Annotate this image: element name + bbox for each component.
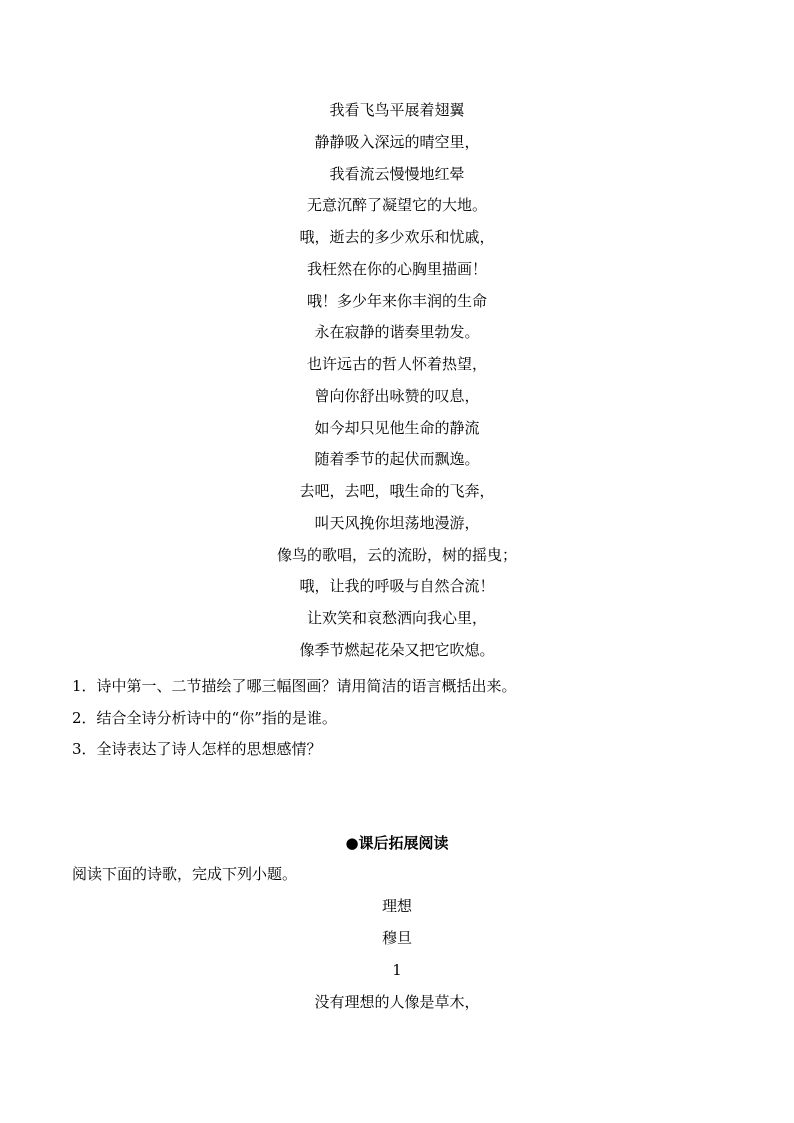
poem-line: 像鸟的歌唱，云的流盼，树的摇曳； xyxy=(276,545,517,564)
section-heading: ●课后拓展阅读 xyxy=(345,834,449,852)
question-item: 2．结合全诗分析诗中的“你”指的是谁。 xyxy=(72,708,337,727)
poem-line: 我看飞鸟平展着翅翼 xyxy=(329,101,465,119)
poem-line: 没有理想的人像是草木， xyxy=(314,993,480,1011)
poem-line: 哦！多少年来你丰润的生命 xyxy=(306,291,487,310)
question-item: 1．诗中第一、二节描绘了哪三幅图画？请用简洁的语言概括出来。 xyxy=(72,677,517,695)
poem-line: 像季节燃起花朵又把它吹熄。 xyxy=(299,640,495,659)
poem-line: 无意沉醉了凝望它的大地。 xyxy=(306,196,487,215)
poem-section-number: 1 xyxy=(392,961,402,979)
poem-line: 哦，让我的呼吸与自然合流！ xyxy=(299,577,495,596)
poem-line: 曾向你舒出咏赞的叹息， xyxy=(314,386,480,405)
poem-line: 如今却只见他生命的静流 xyxy=(314,418,480,437)
poem-title: 理想 xyxy=(381,897,412,915)
poem-line: 叫天风挽你坦荡地漫游， xyxy=(314,513,480,532)
poem-line: 随着季节的起伏而飘逸。 xyxy=(314,450,480,469)
poem-line: 永在寂静的谐奏里勃发。 xyxy=(314,323,480,342)
poem-line: 静静吸入深远的晴空里， xyxy=(314,132,480,151)
poem-author: 穆旦 xyxy=(381,929,412,947)
poem-line: 哦，逝去的多少欢乐和忧戚， xyxy=(299,228,495,246)
poem-line: 我看流云慢慢地红晕 xyxy=(329,164,465,183)
second-poem xyxy=(0,893,794,1021)
poem-line: 去吧，去吧，哦生命的飞奔， xyxy=(299,482,495,500)
poem-line: 也许远古的哲人怀着热望， xyxy=(306,355,487,373)
question-item: 3．全诗表达了诗人怎样的思想感情？ xyxy=(72,740,322,758)
poem-body xyxy=(0,97,794,669)
question-list xyxy=(72,673,732,768)
reading-instruction: 阅读下面的诗歌，完成下列小题。 xyxy=(72,865,298,883)
poem-line: 我枉然在你的心胸里描画！ xyxy=(306,259,487,278)
poem-line: 让欢笑和哀愁洒向我心里， xyxy=(306,609,487,627)
